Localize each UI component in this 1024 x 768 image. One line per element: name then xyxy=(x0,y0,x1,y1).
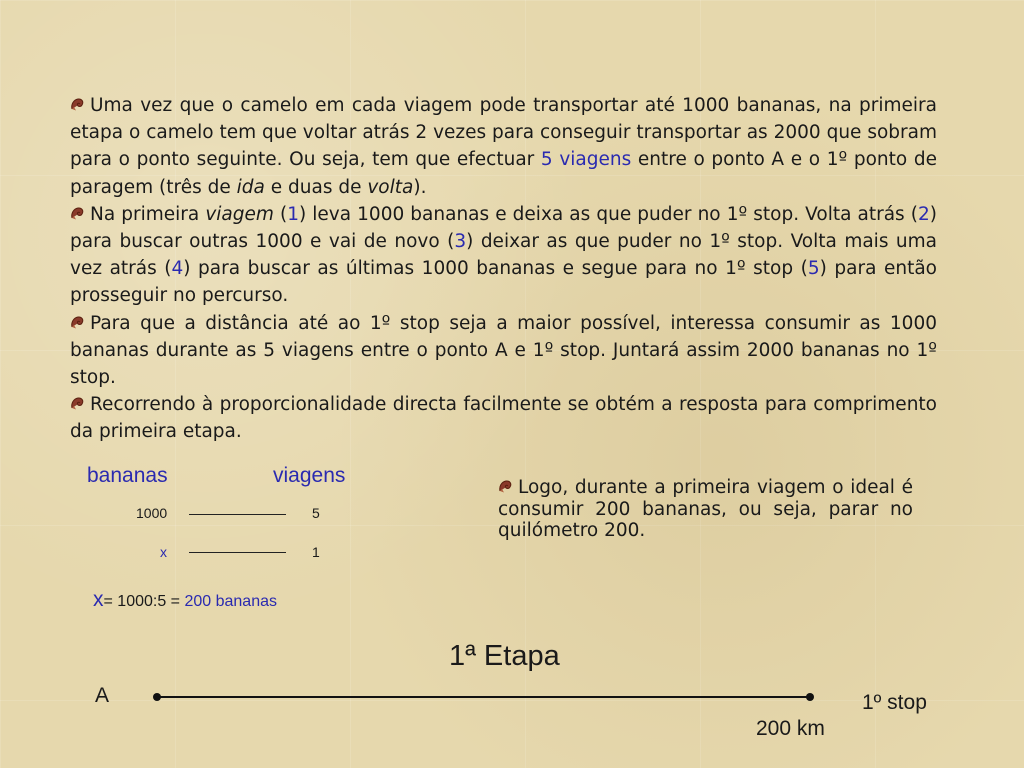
conclusion-text: Logo, durante a primeira viagem o ideal é consumir 200 bananas, ou seja, parar no quilómetro 200. xyxy=(498,477,913,541)
end-label: 1º stop xyxy=(862,691,927,714)
distance-label: 200 km xyxy=(756,717,825,740)
p4-text: Recorrendo à proporcionalidade directa facilmente se obtém a resposta para comprimento da primeira etapa. xyxy=(70,394,937,443)
p2-text-d: ) para buscar outras 1000 e vai de novo ( xyxy=(70,203,937,253)
p2-text-c: ) leva 1000 bananas e deixa as que puder no 1º stop. Volta atrás ( xyxy=(298,203,918,225)
seashell-bullet-icon xyxy=(70,396,85,411)
p1-italic-ida: ida xyxy=(236,176,265,198)
p3-text: Para que a distância até ao 1º stop seja a maior possível, interessa consumir as 1000 bananas durante as 5 viagens entre o ponto A e 1º stop. Juntará assim 2000 bananas no 1º stop. xyxy=(70,312,937,389)
p1-italic-volta: volta xyxy=(367,176,414,198)
row1-bananas: 1000 xyxy=(136,505,168,521)
p2-num-2: 2 xyxy=(917,203,930,225)
start-label: A xyxy=(95,684,110,707)
conclusion-note xyxy=(498,477,913,542)
main-text xyxy=(70,92,937,446)
formula-x: x xyxy=(93,588,104,611)
paragraph-1 xyxy=(70,92,937,201)
p1-text-a: Uma vez que o camelo em cada viagem pode transportar até 1000 bananas, na primeira etapa o camelo tem que voltar atrás 2 vezes para conseguir transportar as 2000 que sobram para o ponto seguinte. Ou seja, tem que efectuar xyxy=(70,95,937,171)
seashell-bullet-icon xyxy=(498,479,513,494)
paragraph-2 xyxy=(70,201,937,310)
p2-text-f: ) para buscar as últimas 1000 bananas e segue para no 1º stop ( xyxy=(183,258,808,280)
p2-num-3: 3 xyxy=(454,231,467,253)
seashell-bullet-icon xyxy=(70,315,85,330)
p2-text-a: Na primeira xyxy=(90,203,206,225)
p2-text-g: ) para então prosseguir no percurso. xyxy=(70,258,937,307)
proportion-dash-2 xyxy=(189,552,286,553)
route-line xyxy=(157,696,810,698)
paragraph-4 xyxy=(70,391,937,445)
p1-highlight: 5 viagens xyxy=(540,149,632,171)
header-bananas: bananas xyxy=(87,464,168,487)
seashell-bullet-icon xyxy=(70,206,85,221)
header-viagens: viagens xyxy=(273,464,346,487)
p2-num-4: 4 xyxy=(171,258,184,280)
formula-expr: = 1000:5 = xyxy=(103,593,185,610)
row1-viagens: 5 xyxy=(312,505,320,521)
row2-bananas: x xyxy=(160,544,167,560)
p1-text-b: entre o ponto A e o 1º ponto de paragem (três de xyxy=(70,149,937,198)
row2-viagens: 1 xyxy=(312,544,320,560)
p1-text-c: e duas de xyxy=(264,176,368,198)
p2-text-e: ) deixar as que puder no 1º stop. Volta mais uma vez atrás ( xyxy=(70,231,937,280)
p2-italic-viagem: viagem xyxy=(205,203,274,225)
proportion-dash-1 xyxy=(189,514,286,515)
formula-result: 200 bananas xyxy=(184,593,277,610)
p2-num-1: 1 xyxy=(287,203,299,225)
p2-num-5: 5 xyxy=(807,258,820,280)
seashell-bullet-icon xyxy=(70,97,85,112)
p1-text-d: ). xyxy=(413,176,427,198)
paragraph-3 xyxy=(70,310,937,392)
formula xyxy=(93,588,277,612)
stage-title: 1ª Etapa xyxy=(449,640,560,672)
p2-text-b: ( xyxy=(273,203,288,225)
end-point xyxy=(806,693,814,701)
